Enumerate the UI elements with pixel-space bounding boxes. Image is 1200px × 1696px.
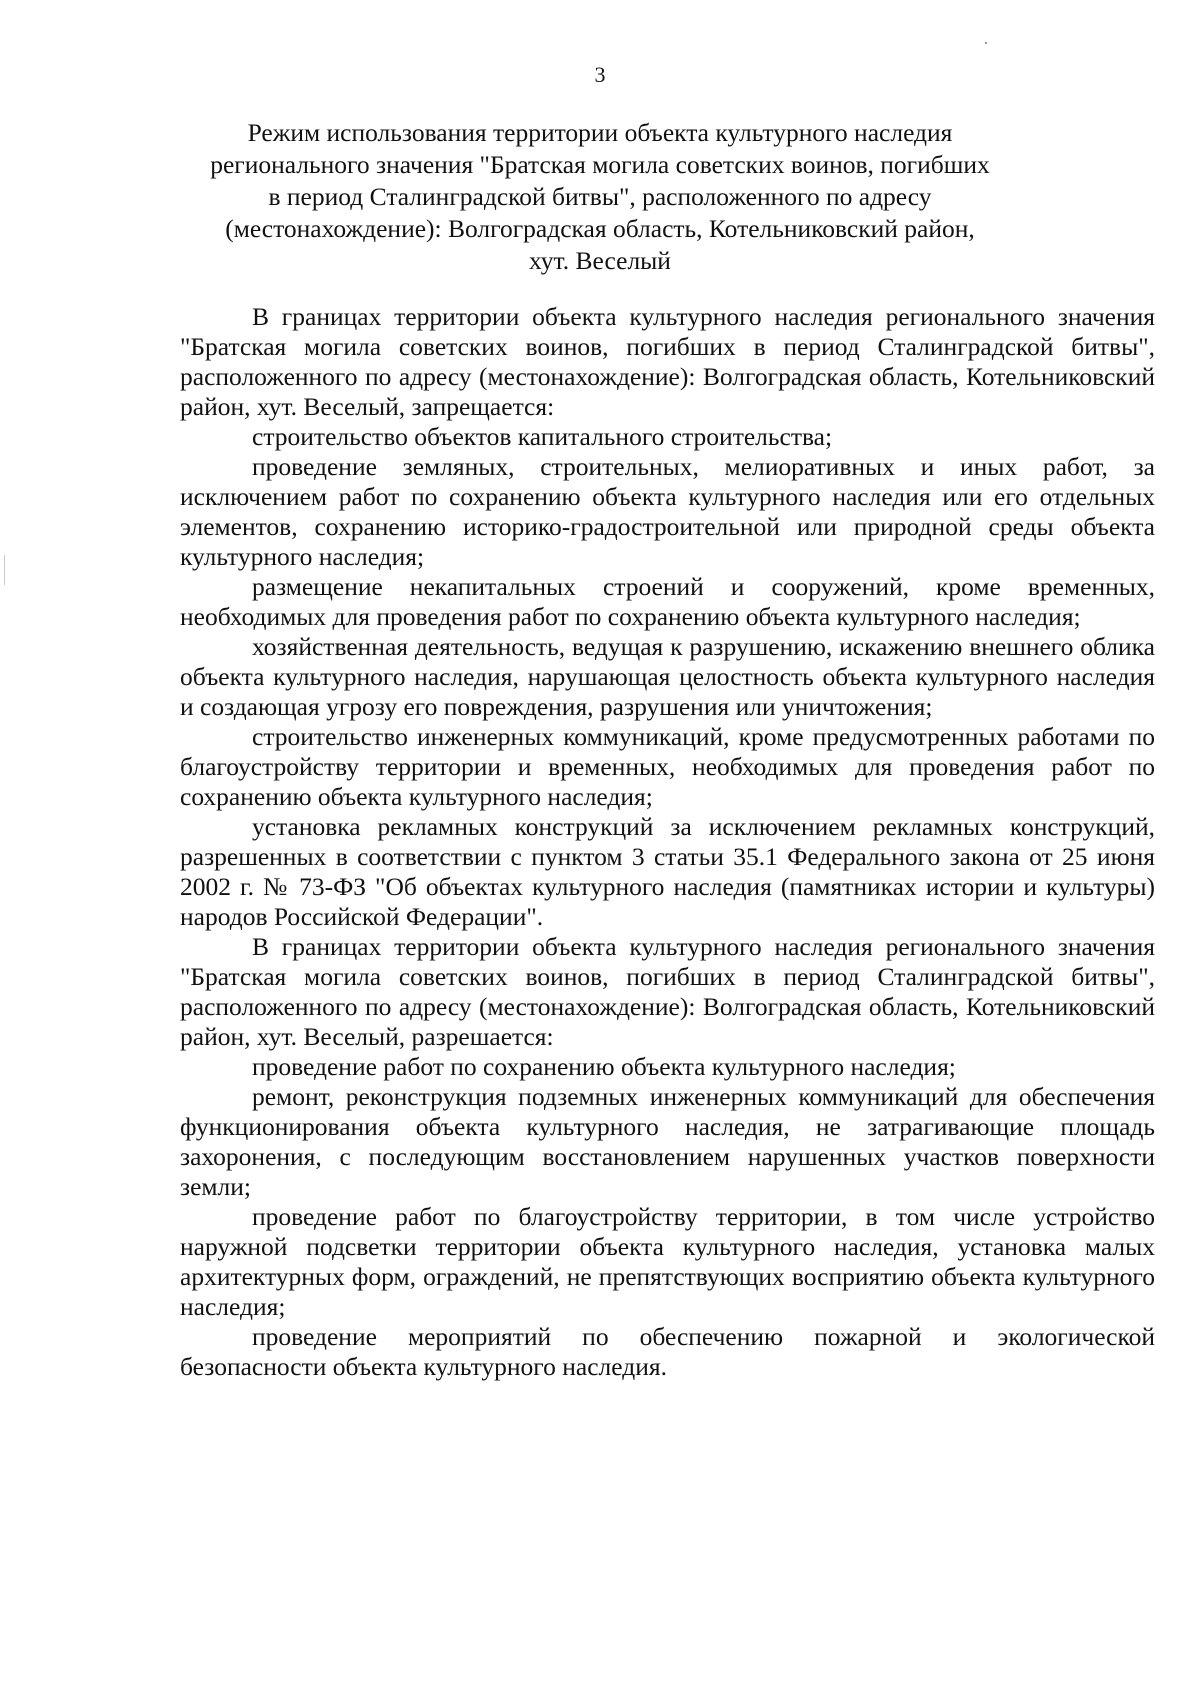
list-item: ремонт, реконструкция подземных инженерных коммуникаций для обеспечения функционирования объекта культурного наследия, не затрагивающие площадь захоронения, с последующим восстановлением нарушенных участков поверхности земли;	[180, 1082, 1155, 1201]
title-line: (местонахождение): Волгоградская область, Котельниковский район,	[225, 214, 975, 243]
list-item: проведение работ по сохранению объекта культурного наследия;	[252, 1052, 956, 1081]
page-number: 3	[594, 62, 606, 87]
title-line: в период Сталинградской битвы", расположенного по адресу	[268, 182, 932, 211]
list-item: проведение работ по благоустройству территории, в том числе устройство наружной подсветки территории объекта культурного наследия, установка малых архитектурных форм, ограждений, не препятствующих восприятию объекта культурного наследия;	[180, 1202, 1155, 1321]
title-line: регионального значения "Братская могила советских воинов, погибших	[210, 150, 990, 179]
list-item: установка рекламных конструкций за исключением рекламных конструкций, разрешенных в соответствии с пунктом 3 статьи 35.1 Федерального закона от 25 июня 2002 г. № 73-ФЗ "Об объектах культурного наследия (памятниках истории и культуры) народов Российской Федерации".	[180, 812, 1155, 931]
title-line: Режим использования территории объекта культурного наследия	[247, 118, 953, 147]
list-item: строительство инженерных коммуникаций, кроме предусмотренных работами по благоустройству территории и временных, необходимых для проведения работ по сохранению объекта культурного наследия;	[180, 722, 1155, 811]
list-item: строительство объектов капитального строительства;	[252, 422, 833, 451]
list-item: хозяйственная деятельность, ведущая к разрушению, искажению внешнего облика объекта культурного наследия, нарушающая целостность объекта культурного наследия и создающая угрозу его повреждения, разрушения или уничтожения;	[180, 632, 1155, 721]
document-body	[180, 302, 1155, 1382]
document-title	[160, 117, 1040, 277]
scan-mark	[4, 555, 5, 585]
paragraph-prohibited-intro: В границах территории объекта культурного наследия регионального значения "Братская могила советских воинов, погибших в период Сталинградской битвы", расположенного по адресу (местонахождение): Волгоградская область, Котельниковский район, хут. Веселый, запрещается:	[180, 302, 1155, 421]
title-line: хут. Веселый	[529, 246, 671, 275]
scan-mark	[985, 42, 987, 44]
list-item: проведение мероприятий по обеспечению пожарной и экологической безопасности объекта культурного наследия.	[180, 1322, 1155, 1381]
paragraph-allowed-intro: В границах территории объекта культурного наследия регионального значения "Братская могила советских воинов, погибших в период Сталинградской битвы", расположенного по адресу (местонахождение): Волгоградская область, Котельниковский район, хут. Веселый, разрешается:	[180, 932, 1155, 1051]
list-item: проведение земляных, строительных, мелиоративных и иных работ, за исключением работ по сохранению объекта культурного наследия или его отдельных элементов, сохранению историко-градостроительной или природной среды объекта культурного наследия;	[180, 452, 1155, 571]
list-item: размещение некапитальных строений и сооружений, кроме временных, необходимых для проведения работ по сохранению объекта культурного наследия;	[180, 572, 1155, 631]
